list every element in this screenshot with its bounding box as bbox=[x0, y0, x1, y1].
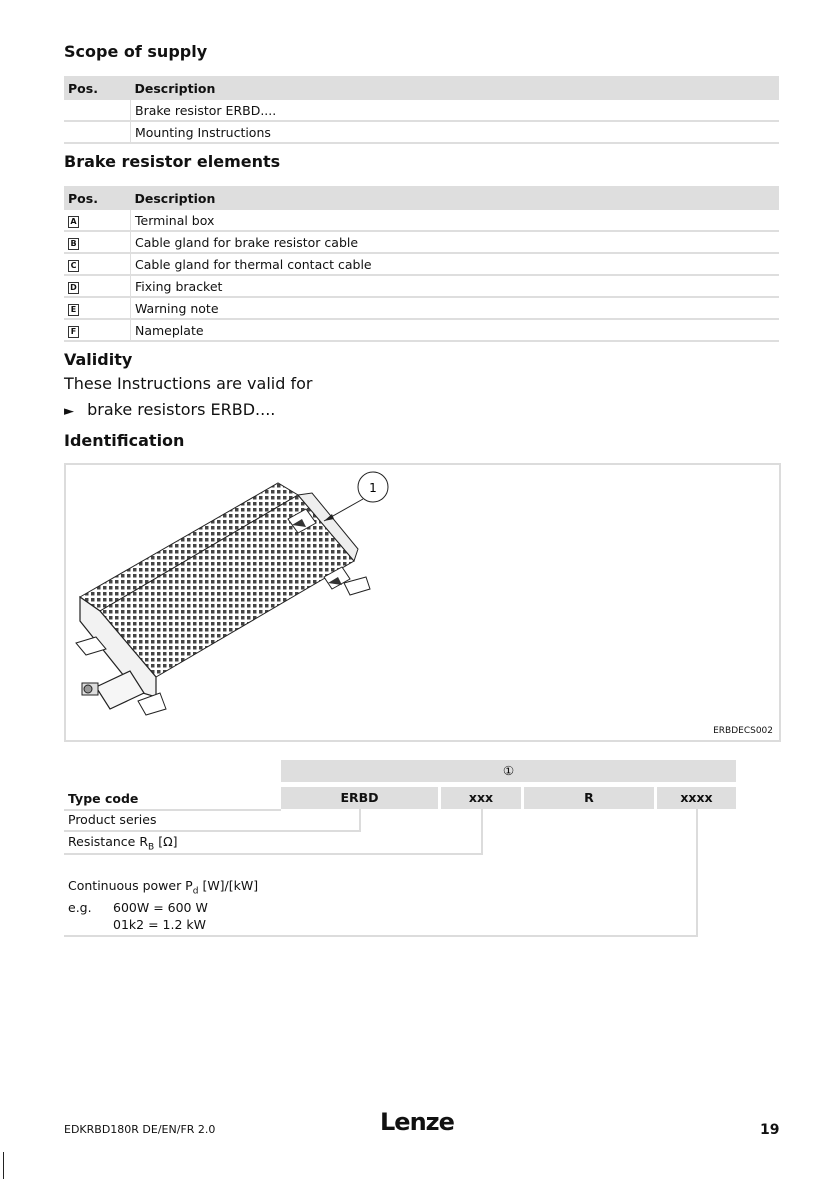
pos-cell bbox=[64, 121, 131, 143]
callout-number: 1 bbox=[369, 481, 377, 495]
table-row bbox=[64, 121, 779, 143]
pos-cell bbox=[64, 100, 131, 121]
validity-bullet-text: brake resistors ERBD.... bbox=[87, 400, 276, 419]
typecode-cell-series: ERBD bbox=[281, 787, 438, 809]
resistance-label bbox=[68, 834, 178, 853]
elements-table bbox=[64, 186, 779, 342]
table-row bbox=[64, 231, 779, 253]
typecode-cell-r: R bbox=[524, 787, 654, 809]
power-unit: [W]/[kW] bbox=[202, 878, 259, 893]
power-text: Continuous power P bbox=[68, 878, 193, 893]
section-title-elements: Brake resistor elements bbox=[64, 152, 281, 171]
connector-line bbox=[481, 809, 483, 854]
description-cell: Mounting Instructions bbox=[131, 121, 780, 143]
scope-table bbox=[64, 76, 779, 144]
description-cell: Fixing bracket bbox=[131, 275, 780, 297]
page-number: 19 bbox=[760, 1122, 780, 1138]
description-cell: Warning note bbox=[131, 297, 780, 319]
section-title-scope: Scope of supply bbox=[64, 42, 208, 61]
lenze-logo: Lenze bbox=[380, 1108, 454, 1136]
figure-code: ERBDECS002 bbox=[713, 726, 773, 736]
connector-line bbox=[696, 809, 698, 937]
resistance-text: Resistance R bbox=[68, 834, 149, 849]
column-header-description: Description bbox=[131, 186, 780, 210]
table-row bbox=[64, 319, 779, 341]
connector-line bbox=[64, 830, 361, 832]
connector-line bbox=[64, 935, 698, 937]
divider bbox=[64, 809, 281, 811]
position-letter-badge: E bbox=[68, 304, 79, 316]
column-header-pos: Pos. bbox=[64, 76, 131, 100]
power-subscript: d bbox=[192, 886, 199, 897]
description-cell: Brake resistor ERBD.... bbox=[131, 100, 780, 121]
brake-resistor-illustration bbox=[66, 465, 779, 740]
example-2: 01k2 = 1.2 kW bbox=[113, 917, 206, 932]
position-letter-badge: C bbox=[68, 260, 79, 272]
section-title-identification: Identification bbox=[64, 431, 185, 450]
example-prefix: e.g. bbox=[68, 900, 92, 915]
resistance-subscript: B bbox=[148, 842, 155, 853]
typecode-label: Type code bbox=[68, 791, 139, 806]
table-row bbox=[64, 275, 779, 297]
position-letter-badge: D bbox=[68, 282, 79, 294]
description-cell: Terminal box bbox=[131, 210, 780, 231]
bullet-arrow-icon: ► bbox=[64, 404, 74, 419]
validity-bullet-item bbox=[64, 400, 275, 419]
resistance-unit: [Ω] bbox=[158, 834, 178, 849]
column-header-description: Description bbox=[131, 76, 780, 100]
example-1: 600W = 600 W bbox=[113, 900, 208, 915]
section-title-validity: Validity bbox=[64, 350, 133, 369]
position-letter-badge: F bbox=[68, 326, 79, 338]
column-header-pos: Pos. bbox=[64, 186, 131, 210]
position-letter-badge: A bbox=[68, 216, 79, 228]
identification-figure bbox=[64, 463, 781, 742]
table-row bbox=[64, 253, 779, 275]
position-letter-badge: B bbox=[68, 238, 79, 250]
table-row bbox=[64, 210, 779, 231]
typecode-cell-power: xxxx bbox=[657, 787, 736, 809]
footer-doc-id: EDKRBD180R DE/EN/FR 2.0 bbox=[64, 1123, 216, 1136]
connector-line bbox=[359, 809, 361, 831]
validity-intro: These Instructions are valid for bbox=[64, 374, 313, 393]
typecode-marker: ① bbox=[281, 760, 736, 782]
crop-mark bbox=[3, 1152, 4, 1179]
description-cell: Cable gland for thermal contact cable bbox=[131, 253, 780, 275]
description-cell: Cable gland for brake resistor cable bbox=[131, 231, 780, 253]
connector-line bbox=[64, 853, 483, 855]
power-label bbox=[68, 878, 258, 897]
table-row bbox=[64, 297, 779, 319]
description-cell: Nameplate bbox=[131, 319, 780, 341]
product-series-label: Product series bbox=[68, 812, 157, 827]
table-row bbox=[64, 100, 779, 121]
typecode-cell-resistance: xxx bbox=[441, 787, 521, 809]
